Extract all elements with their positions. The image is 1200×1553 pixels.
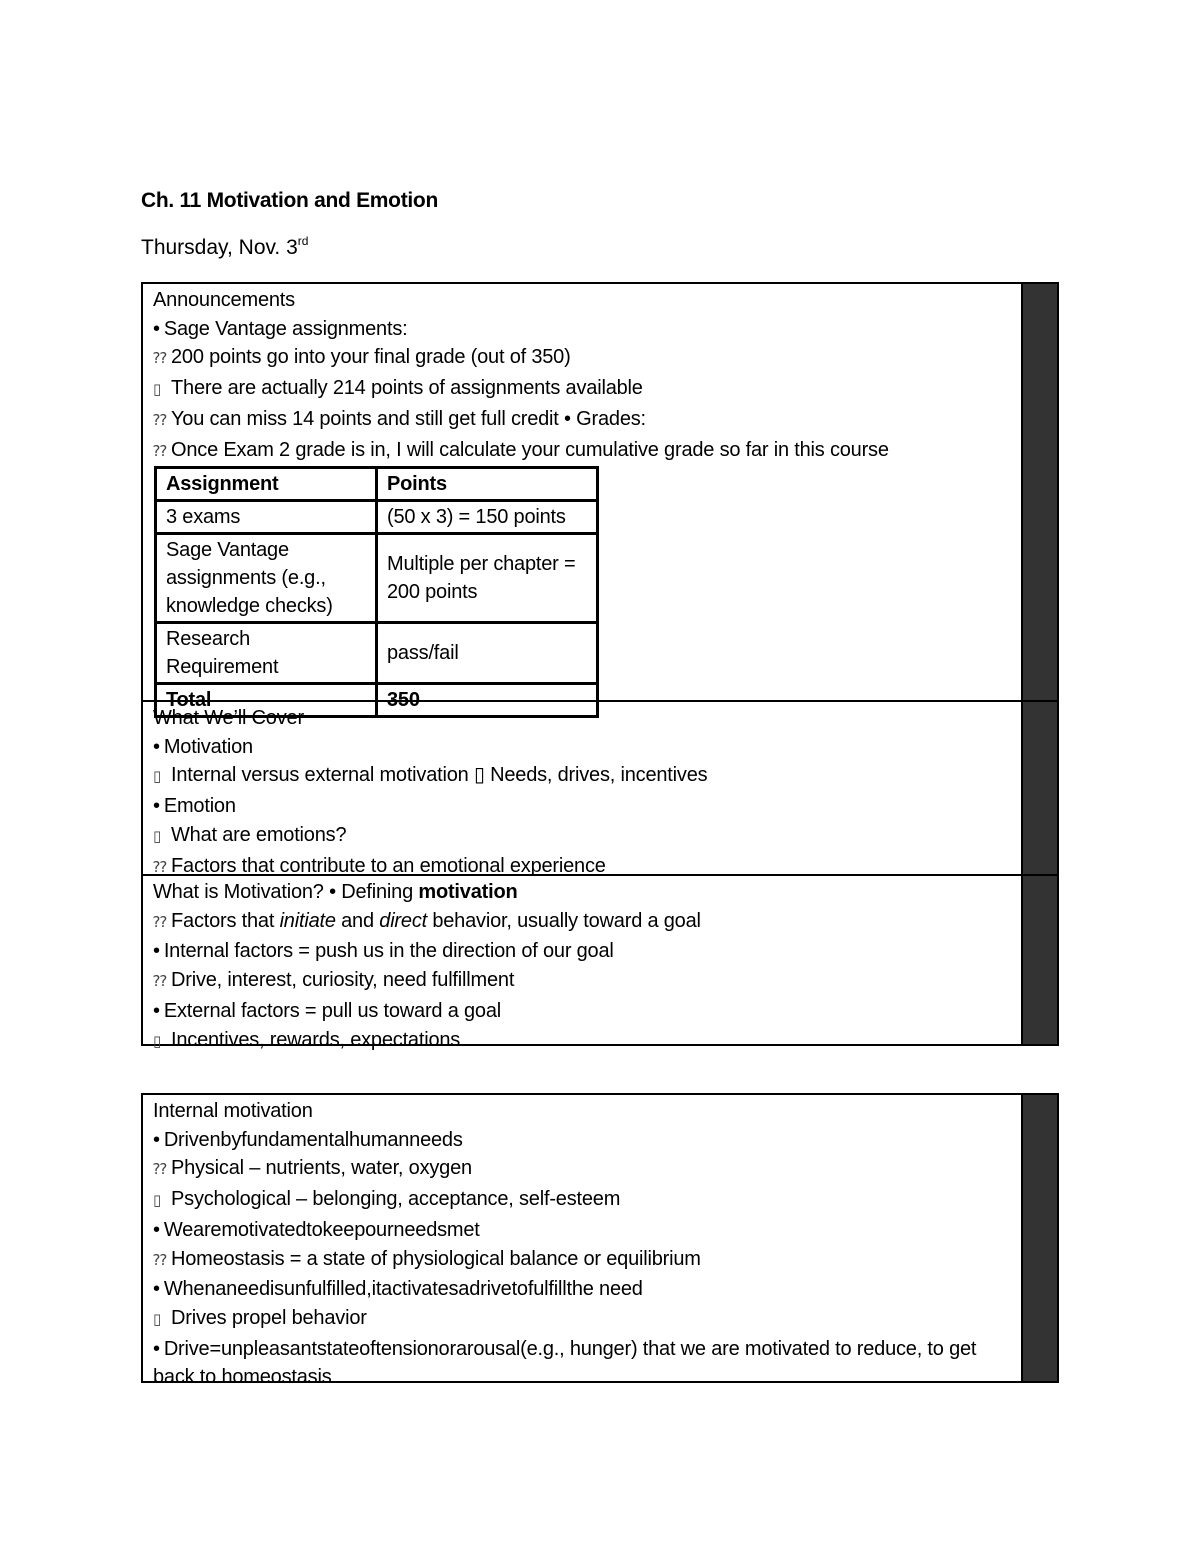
sub-bullet-icon: ⁇ [153, 442, 167, 460]
table-cell: (50 x 3) = 150 points [377, 501, 598, 534]
page-title: Ch. 11 Motivation and Emotion [141, 189, 438, 212]
internal-line: Drivenbyfundamentalhumanneeds [163, 1128, 463, 1151]
table-cell: pass/fail [377, 623, 598, 684]
motivation-line: External factors = pull us toward a goal [163, 999, 501, 1022]
cover-line: What are emotions? [171, 823, 347, 846]
motivation-text-italic: initiate [279, 909, 336, 932]
motivation-text: Factors that [171, 909, 280, 932]
bullet-icon: • [153, 1128, 160, 1151]
cover-line: Emotion [163, 795, 236, 818]
sub-bullet-icon: ⁇ [153, 1251, 167, 1269]
bullet-icon: • [153, 317, 160, 340]
cover-line: Factors that contribute to an emotional experience [171, 854, 606, 877]
motivation-section [143, 874, 1057, 1051]
internal-line: Whenaneedisunfulfilled,itactivatesadrivetofulfillthe need [163, 1278, 643, 1301]
announcement-line: 200 points go into your final grade (out of 350) [171, 346, 571, 369]
internal-heading: Internal motivation [153, 1100, 313, 1122]
internal-line: Homeostasis = a state of physiological balance or equilibrium [171, 1247, 701, 1270]
bullet-icon: • [153, 1278, 160, 1301]
internal-motivation-section [143, 1095, 1057, 1392]
announcements-section [143, 284, 1057, 712]
motivation-line: Internal factors = push us in the direction of our goal [163, 940, 614, 963]
table-cell: Multiple per chapter = 200 points [377, 534, 598, 623]
bullet-icon: • [153, 795, 160, 818]
sub-bullet-icon: ⁇ [153, 973, 167, 991]
motivation-text: and [335, 909, 380, 932]
sub-bullet-icon: ▯ [153, 1032, 162, 1050]
motivation-text: behavior, usually toward a goal [426, 909, 701, 932]
motivation-line: Incentives, rewards, expectations [171, 1028, 461, 1051]
announcement-line: You can miss 14 points and still get full credit • Grades: [171, 407, 646, 430]
cover-line: Internal versus external motivation ▯ Needs, drives, incentives [171, 764, 708, 787]
date-suffix: rd [297, 234, 309, 248]
sub-bullet-icon: ▯ [153, 1192, 162, 1210]
sub-bullet-icon: ⁇ [153, 1161, 167, 1179]
sub-bullet-icon: ⁇ [153, 913, 167, 931]
announcement-line: Once Exam 2 grade is in, I will calculate your cumulative grade so far in this course [171, 438, 889, 461]
table-row [156, 623, 598, 684]
table-cell: Total [156, 684, 377, 717]
announcements-heading: Announcements [153, 289, 295, 311]
table-cell: 3 exams [156, 501, 377, 534]
announcement-line: Sage Vantage assignments: [163, 317, 408, 340]
date-text: Thursday, Nov. 3 [141, 236, 298, 259]
table-cell: 350 [377, 684, 598, 717]
sub-bullet-icon: ▯ [153, 827, 162, 845]
grade-table [154, 466, 599, 718]
internal-line: Drive=unpleasantstateoftensionorarousal(e.g., hunger) that we are motivated to reduce, to get back to homeostasis [153, 1337, 977, 1389]
table-header-cell: Assignment [156, 468, 377, 501]
announcement-line: There are actually 214 points of assignments available [171, 377, 643, 400]
internal-line: Psychological – belonging, acceptance, self-esteem [171, 1188, 621, 1211]
motivation-heading [153, 878, 1017, 907]
table-header-cell: Points [377, 468, 598, 501]
motivation-text-italic: direct [379, 909, 427, 932]
table-row [156, 501, 598, 534]
bullet-icon: • [153, 735, 160, 758]
cover-heading: What We’ll Cover [153, 707, 304, 729]
sub-bullet-icon: ⁇ [153, 350, 167, 368]
sub-bullet-icon: ▯ [153, 768, 162, 786]
sub-bullet-icon: ▯ [153, 1310, 162, 1328]
internal-line: Drives propel behavior [171, 1306, 367, 1329]
bullet-icon: • [153, 940, 160, 963]
motivation-heading-bold: motivation [418, 881, 518, 903]
table-row [156, 534, 598, 623]
notes-box-1 [141, 282, 1059, 1051]
page-date [141, 236, 308, 260]
sub-bullet-icon: ⁇ [153, 411, 167, 429]
table-cell: Sage Vantage assignments (e.g., knowledge checks) [156, 534, 377, 623]
table-header-row [156, 468, 598, 501]
cover-line: Motivation [163, 735, 253, 758]
bullet-icon: • [153, 1337, 160, 1360]
table-cell: Research Requirement [156, 623, 377, 684]
internal-line: Physical – nutrients, water, oxygen [171, 1157, 472, 1180]
bullet-icon: • [153, 1218, 160, 1241]
motivation-heading-text: What is Motivation? • Defining [153, 881, 419, 903]
bullet-icon: • [153, 999, 160, 1022]
cover-section [143, 700, 1057, 877]
sub-bullet-icon: ⁇ [153, 858, 167, 876]
internal-line: Wearemotivatedtokeepourneedsmet [163, 1218, 480, 1241]
notes-box-2 [141, 1093, 1059, 1389]
motivation-line: Drive, interest, curiosity, need fulfillment [171, 969, 515, 992]
sub-bullet-icon: ▯ [153, 381, 162, 399]
